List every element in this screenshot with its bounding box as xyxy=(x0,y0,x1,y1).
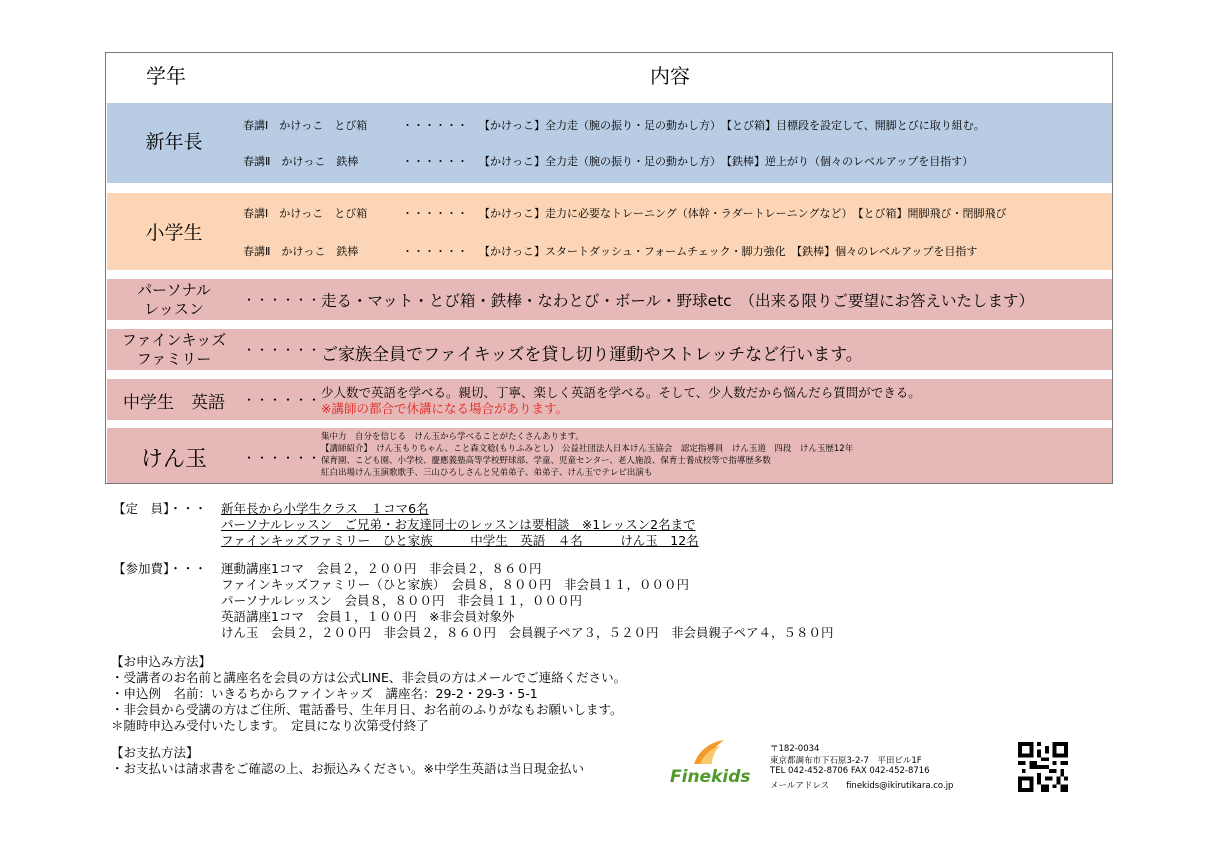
fee-line: ファインキッズファミリー（ひと家族） 会員８，８００円 非会員１１，０００円 xyxy=(221,577,690,592)
capacity-line: ファインキッズファミリー ひと家族 中学生 英語 ４名 けん玉 12名 xyxy=(221,533,699,548)
course-description: 【かけっこ】全力走（腕の振り・足の動かし方） 【鉄棒】逆上がり（個々のレベルアップを目指す） xyxy=(479,155,974,168)
grade-label-line2: ファミリー xyxy=(136,350,212,368)
course-description: 【かけっこ】全力走（腕の振り・足の動かし方） 【とび箱】目標段を設定して、開脚とびに取り組む。 xyxy=(479,119,985,132)
dots: ・・・・・・ xyxy=(243,393,322,407)
course-name: 春講Ⅰ かけっこ とび箱 xyxy=(243,119,368,132)
fee-line: パーソナルレッスン 会員８，８００円 非会員１１，０００円 xyxy=(221,593,582,608)
grade-label-line2: レッスン xyxy=(144,300,204,318)
course-name: 春講Ⅱ かけっこ 鉄棒 xyxy=(243,155,359,168)
kendama-line: 【講師紹介】 けん玉もりちゃん、こと森文稔(もりふみとし) 公益社団法人日本けん玉協会 認定指導員 けん玉道 四段 けん玉歴12年 xyxy=(321,444,854,454)
row-family xyxy=(107,329,1112,370)
capacity-line: パーソナルレッスン ご兄弟・お友達同士のレッスンは要相談 ※1レッスン2名まで xyxy=(221,517,696,532)
apply-title: 【お申込み方法】 xyxy=(111,654,212,669)
grade-label xyxy=(107,331,241,369)
fee-line: けん玉 会員２，２００円 非会員２，８６０円 会員親子ペア３，５２０円 非会員親子ペア４，５８０円 xyxy=(221,625,834,640)
dots: ・・・・・・ xyxy=(402,245,468,258)
grade-label-line1: ファインキッズ xyxy=(121,331,227,349)
fee-line: 運動講座1コマ 会員２，２００円 非会員２，８６０円 xyxy=(221,561,542,576)
capacity-line: 新年長から小学生クラス １コマ6名 xyxy=(221,501,429,516)
apply-line: ・申込例 名前：いきるちからファインキッズ 講座名：29-2・29-3・5-1 xyxy=(111,686,538,701)
dots: ・・・・・・ xyxy=(402,207,468,220)
course-description: 走る・マット・とび箱・鉄棒・なわとび・ボール・野球etc （出来る限りご要望にお答えいたします） xyxy=(321,292,1034,310)
row-english xyxy=(107,379,1112,420)
course-description: 【かけっこ】スタートダッシュ・フォームチェック・脚力強化 【鉄棒】個々のレベルアップを目指す xyxy=(479,245,978,258)
dots: ・・・・・・ xyxy=(402,119,468,132)
grade-label-line1: パーソナル xyxy=(137,281,211,299)
course-description: ご家族全員でファイキッズを貸し切り運動やストレッチなど行います。 xyxy=(321,345,863,365)
course-name: 春講Ⅱ かけっこ 鉄棒 xyxy=(243,245,359,258)
row-nenchou xyxy=(107,103,1112,183)
grade-label: 中学生 英語 xyxy=(123,393,225,413)
dots: ・・・・・・ xyxy=(243,343,322,357)
finekids-logo: Finekids xyxy=(670,767,751,787)
kendama-line: 保育園、こども園、小学校、慶應義塾高等学校野球部、学童、児童センター、老人施設、保育士養成校等で指導歴多数 xyxy=(321,456,771,466)
row-shougakusei xyxy=(107,193,1112,270)
grade-label: 小学生 xyxy=(145,222,203,244)
payment-title: 【お支払方法】 xyxy=(111,745,199,760)
course-name: 春講Ⅰ かけっこ とび箱 xyxy=(243,207,368,220)
apply-line: ・非会員から受講の方はご住所、電話番号、生年月日、お名前のふりがなもお願いします。 xyxy=(111,702,623,717)
apply-line: ＊随時申込み受付いたします。 定員になり次第受付終了 xyxy=(111,718,429,733)
row-personal xyxy=(107,279,1112,320)
address-line: 東京都調布市下石原3-2-7 平田ビル1F xyxy=(770,756,922,766)
header-content: 内容 xyxy=(650,64,690,88)
apply-line: ・受講者のお名前と講座名を会員の方は公式LINE、非会員の方はメールでご連絡ください。 xyxy=(111,670,627,685)
grade-label: 新年長 xyxy=(145,131,203,153)
address-line: TEL 042-452-8706 FAX 042-452-8716 xyxy=(770,766,930,776)
header-grade: 学年 xyxy=(146,64,186,88)
dots: ・・・・・・ xyxy=(243,293,322,307)
dots: ・・・・・・ xyxy=(243,451,322,465)
course-description: 【かけっこ】走力に必要なトレーニング（体幹・ラダートレーニングなど） 【とび箱】開脚飛び・閉脚飛び xyxy=(479,207,1007,220)
address-line: メールアドレス finekids@ikirutikara.co.jp xyxy=(770,781,954,791)
address-line: 〒182-0034 xyxy=(770,744,820,754)
qr-code-icon xyxy=(1017,742,1069,792)
capacity-label: 【定 員】・・・ xyxy=(113,501,207,516)
course-description: 少人数で英語を学べる。親切、丁寧、楽しく英語を学べる。そして、少人数だから悩んだら質問ができる。 xyxy=(321,385,921,400)
grade-label: けん玉 xyxy=(140,447,207,472)
wing-logo-icon xyxy=(690,738,726,768)
fee-line: 英語講座1コマ 会員１，１００円 ※非会員対象外 xyxy=(221,609,515,624)
payment-line: ・お支払いは請求書をご確認の上、お振込みください。※中学生英語は当日現金払い xyxy=(111,761,584,776)
course-table xyxy=(105,52,1113,484)
grade-label xyxy=(107,281,241,319)
fee-label: 【参加費】・・・ xyxy=(113,561,207,576)
cancellation-note: ※講師の都合で休講になる場合があります。 xyxy=(321,401,568,416)
row-kendama xyxy=(107,428,1112,483)
kendama-line: 紅白出場けん玉演歌歌手、三山ひろしさんと兄弟弟子、弟弟子、けん玉でテレビ出演も xyxy=(321,468,653,478)
dots: ・・・・・・ xyxy=(402,155,468,168)
kendama-line: 集中力 自分を信じる けん玉から学べることがたくさんあります。 xyxy=(321,432,584,442)
